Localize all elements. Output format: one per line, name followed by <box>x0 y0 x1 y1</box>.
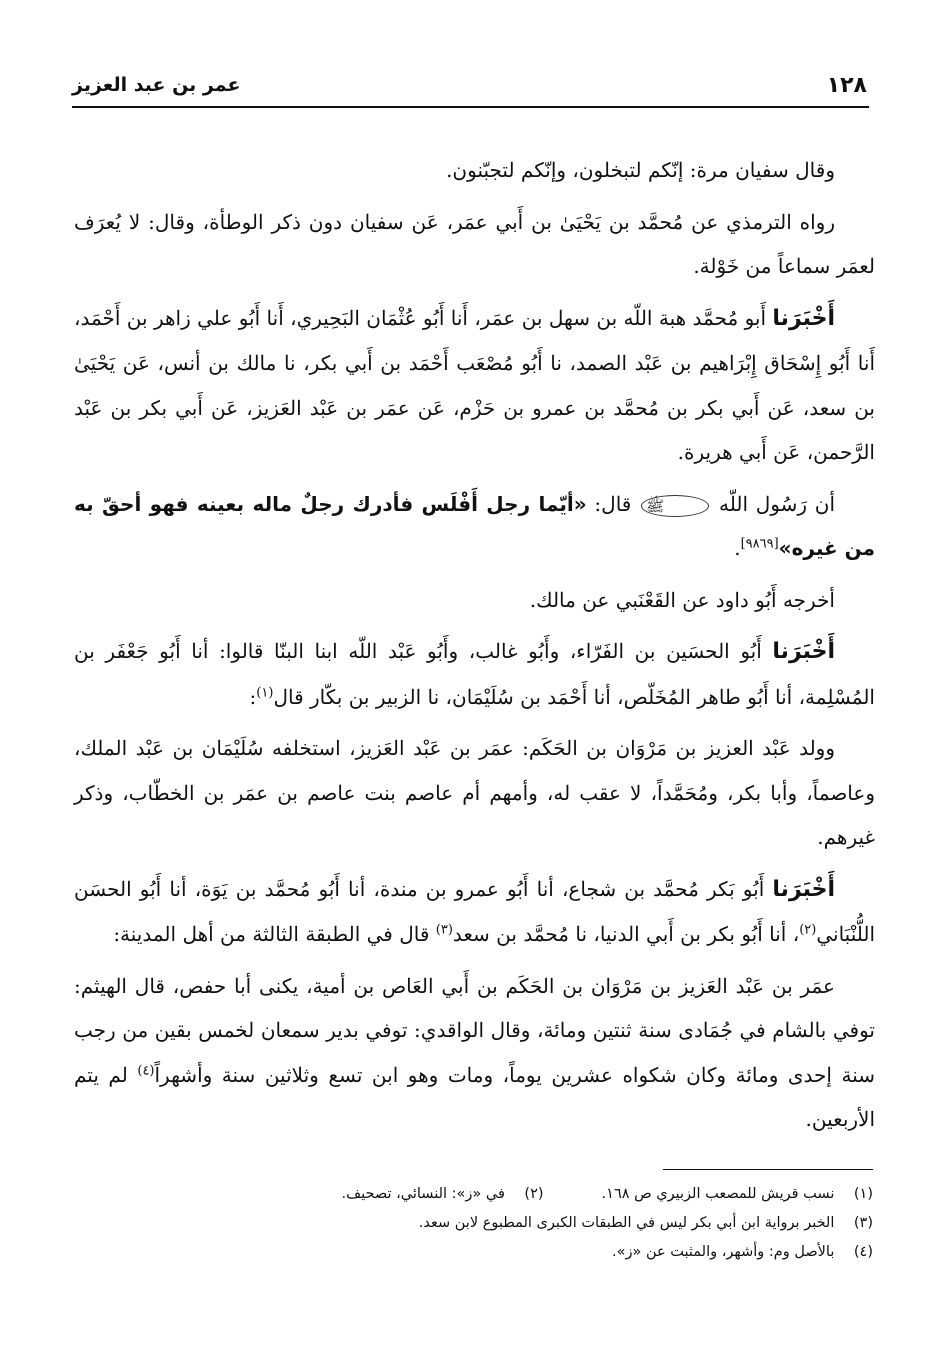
page-number: ١٢٨ <box>826 72 867 98</box>
paragraph-8-text-b: ، أنا أَبُو بكر بن أَبي الدنيا، نا مُحمَّد بن سعد <box>452 922 800 946</box>
hadith-text: «أيّما رجل أَفْلَس فأدرك رجلٌ ماله بعينه فهو أحقّ به من غيره» <box>74 491 875 560</box>
salawat-symbol: ﷺ <box>641 495 709 517</box>
paragraph-4: أن رَسُول اللّه ﷺ قال: «أيّما رجل أَفْلَس فأدرك رجلٌ ماله بعينه فهو أحقّ به من غيره»[٩٨٦٩]. <box>74 491 875 560</box>
footnote-line-1 <box>80 1180 873 1209</box>
paragraph-8-text-c: قال في الطبقة الثالثة من أهل المدينة: <box>113 922 436 946</box>
footnote-ref-3: (٣) <box>435 922 453 938</box>
main-text <box>74 148 875 1149</box>
paragraph-4-lead: أن رَسُول اللّه <box>719 491 836 516</box>
footnote-line-3 <box>80 1238 873 1267</box>
hadith-number: [٩٨٦٩] <box>740 536 779 552</box>
footnote-ref-1: (١) <box>256 684 274 700</box>
footnote-line-2 <box>80 1209 873 1238</box>
footnote-text: في «ز»: النسائي، تصحيف. <box>341 1186 505 1202</box>
paragraph-1: وقال سفيان مرة: إنّكم لتبخلون، وإنّكم لتجبّنون. <box>446 158 835 182</box>
footnote-text: بالأصل وم: وأشهر، والمثبت عن «ز». <box>612 1244 835 1260</box>
footnote-3 <box>419 1209 873 1238</box>
footnote-text: الخبر برواية ابن أبي بكر ليس في الطبقات الكبرى المطبوع لابن سعد. <box>418 1215 835 1231</box>
footnote-number: (٤) <box>853 1244 873 1260</box>
footnote-number: (١) <box>853 1186 873 1202</box>
footnote-1 <box>602 1180 873 1209</box>
paragraph-4-qala: قال: <box>594 491 632 516</box>
footnote-number: (٢) <box>524 1186 544 1202</box>
paragraph-9 <box>74 964 875 1142</box>
paragraph-3-text: أَبو مُحمَّد هبة اللّه بن سهل بن عمَر، أَنا أَبُو عُثْمَان البَحِيري، أَنا أَبُو علي زاهر بن أَحْمَد، أَنا أَبُو إِسْحَاق إِبْرَاهيم بن عَبْد الصمد، نا أَبُو مُصْعَب أَحْمَد بن أَبي بكر، نا مالك بن أنس، عَن يَحْيَىٰ بن سعد، عَن أَبي بكر بن مُحمَّد بن عمرو بن حَزْم، عَن عمَر بن عَبْد العَزيز، عَن أَبي بكر بن عَبْد الرَّحمن، عَن أَبي هريرة. <box>74 305 876 464</box>
running-title: عمر بن عبد العزيز <box>72 74 241 96</box>
footnote-2 <box>342 1180 544 1209</box>
paragraph-9-text-b: لم يتم الأربعين. <box>74 1062 875 1131</box>
footnote-4 <box>612 1238 873 1267</box>
paragraph-6: أَخْبَرَنا أَبُو الحسَين بن الفَرّاء، وأَبُو غالب، وأَبُو عَبْد اللّه ابنا البنّا قالوا: أنا أَبُو جَعْفَر بن المُسْلِمة، أنا أَبُو طاهر المُخَلّص، أنا أَحْمَد بن سُلَيْمَان، نا الزبير بن بكّار قال$^{(١)}$: <box>74 639 875 709</box>
paragraph-5: أخرجه أَبُو داود عن القَعْنَبي عن مالك. <box>529 587 835 612</box>
page-header <box>72 68 867 102</box>
paragraph-6-text: أَبُو الحسَين بن الفَرّاء، وأَبُو غالب، وأَبُو عَبْد اللّه ابنا البنّا قالوا: أنا أَبُو جَعْفَر بن المُسْلِمة، أنا أَبُو طاهر المُخَلّص، أنا أَحْمَد بن سُلَيْمَان، نا الزبير بن بكّار قال <box>74 639 875 709</box>
paragraph-7: وولد عَبْد العزيز بن مَرْوَان بن الحَكَم: عمَر بن عَبْد العَزيز، استخلفه سُلَيْمَان بن عَبْد الملك، وعاصماً، وأبا بكر، ومُحَمَّداً، لا عقب له، وأمهم أم عاصم بنت عاصم بن عمَر بن الخطّاب، وذكر غيرهم. <box>74 736 875 849</box>
footnote-number: (٣) <box>853 1215 873 1231</box>
akhbarana-keyword-3: أَخْبَرَنا <box>772 876 836 902</box>
footnote-ref-2: (٢) <box>799 922 817 938</box>
header-divider <box>72 106 869 108</box>
paragraph-8 <box>74 867 875 957</box>
footnotes <box>80 1180 873 1267</box>
paragraph-2: رواه الترمذي عن مُحمَّد بن يَحْيَىٰ بن أَبي عمَر، عَن سفيان دون ذكر الوطأة، وقال: لا يُعرَف لعمَر سماعاً من خَوْلة. <box>74 209 875 278</box>
footnote-ref-4: (٤) <box>137 1062 155 1078</box>
paragraph-3 <box>74 296 875 475</box>
footnote-divider <box>663 1169 873 1170</box>
footnote-text: نسب قريش للمصعب الزبيري ص ١٦٨. <box>601 1186 835 1202</box>
akhbarana-keyword-2: أَخْبَرَنا <box>772 639 836 664</box>
paragraph-9-text-a: عمَر بن عَبْد العَزيز بن مَرْوَان بن الحَكَم بن أَبي العَاص بن أمية، يكنى أبا حفص، قال الهيثم: توفي بالشام في جُمَادى سنة ثنتين ومائة، وقال الواقدي: توفي بدير سمعان لخمس بقين من رجب سنة إحدى ومائة وكان شكواه عشرين يوماً، ومات وهو ابن تسع وثلاثين سنة وأشهراً <box>74 973 875 1087</box>
akhbarana-keyword: أَخْبَرَنا <box>772 305 836 331</box>
paragraph-8-text-a: أَبُو بَكر مُحمَّد بن شجاع، أنا أَبُو عمرو بن مندة، أنا أَبُو مُحمَّد بن يَوَة، أنا أَبُو الحسَن اللُّنْبَاني <box>74 876 875 946</box>
